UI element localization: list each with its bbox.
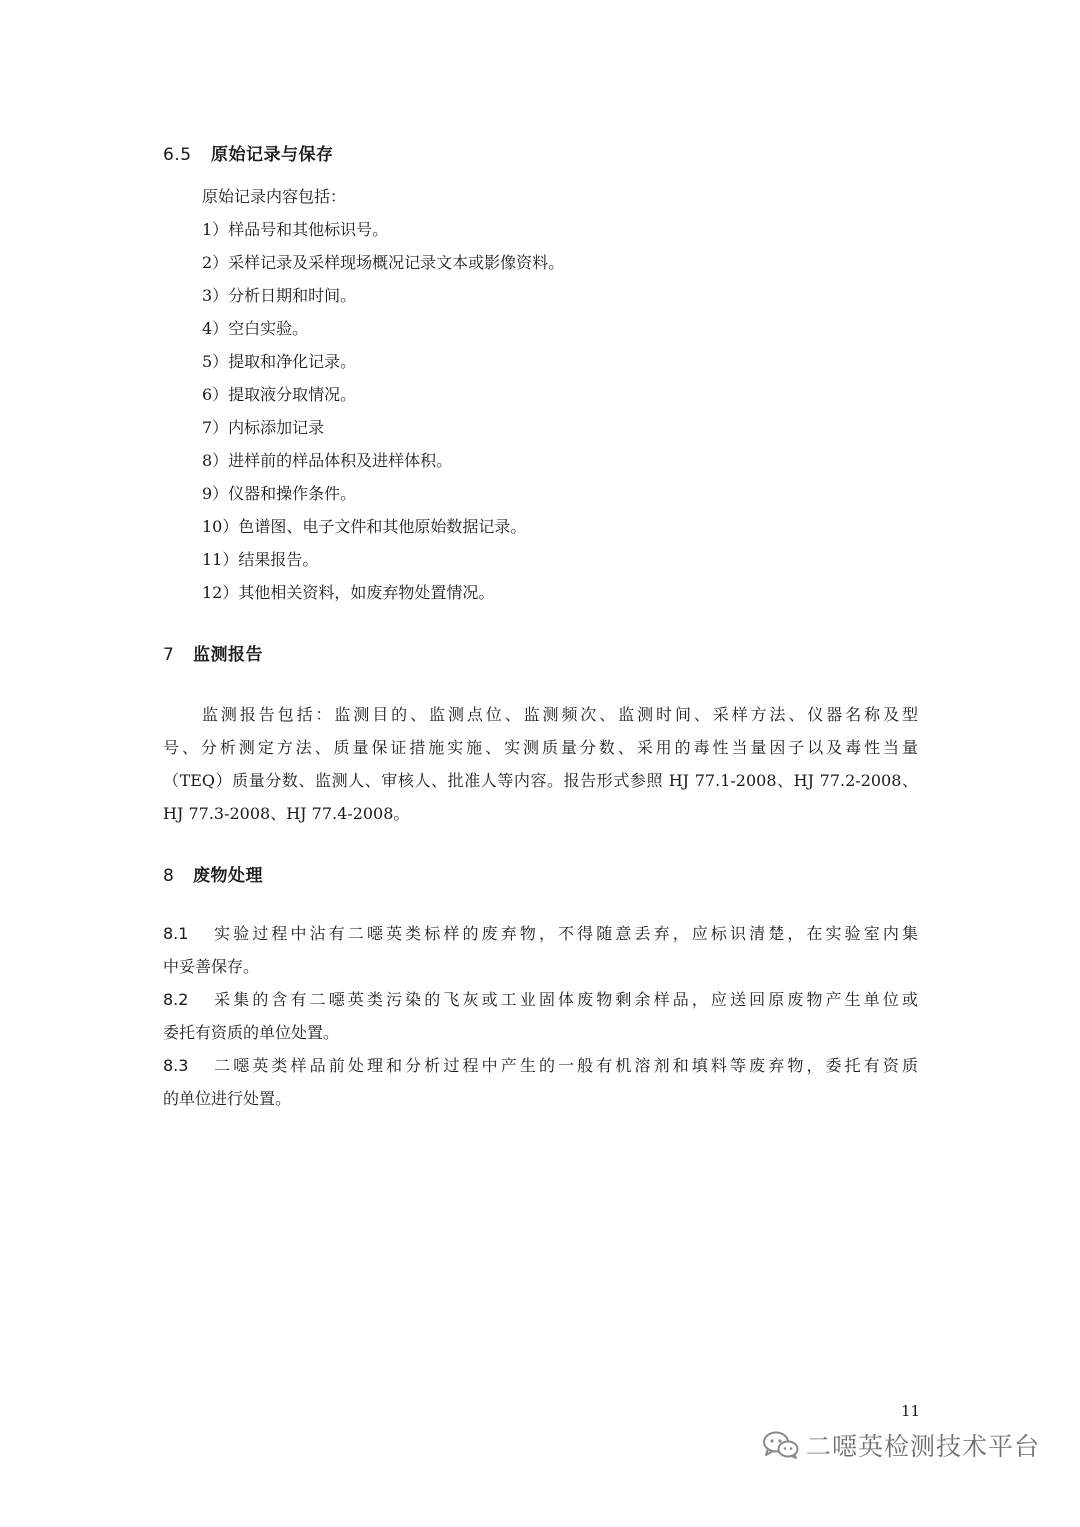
subsection-text: 二噁英类样品前处理和分析过程中产生的一般有机溶剂和填料等废弃物，委托有资质 — [211, 1056, 918, 1075]
list-item: 8）进样前的样品体积及进样体积。 — [202, 451, 453, 470]
subsection-number: 8.3 — [163, 1056, 189, 1075]
paragraph-line: 号、分析测定方法、质量保证措施实施、实测质量分数、采用的毒性当量因子以及毒性当量 — [163, 738, 918, 757]
section-title: 监测报告 — [193, 645, 263, 665]
section-title: 原始记录与保存 — [211, 145, 334, 165]
list-item: 12）其他相关资料，如废弃物处置情况。 — [202, 583, 495, 602]
subsection-number: 8.2 — [163, 990, 189, 1009]
list-item: 3）分析日期和时间。 — [202, 286, 357, 305]
list-item: 10）色谱图、电子文件和其他原始数据记录。 — [202, 517, 527, 536]
subsection-8-3-line-1 — [163, 1053, 918, 1076]
section-heading-8 — [163, 861, 263, 886]
subsection-number: 8.1 — [163, 924, 189, 943]
section-number: 8 — [163, 866, 175, 886]
watermark — [762, 1425, 1040, 1465]
subsection-8-1-line-1 — [163, 921, 918, 944]
list-item: 2）采样记录及采样现场概况记录文本或影像资料。 — [202, 253, 565, 272]
section-number: 7 — [163, 645, 175, 665]
list-item: 5）提取和净化记录。 — [202, 352, 357, 371]
paragraph-line: （TEQ）质量分数、监测人、审核人、批准人等内容。报告形式参照 HJ 77.1-2008、HJ 77.2-2008、 — [163, 771, 918, 790]
section-heading-7 — [163, 640, 263, 665]
section-heading-6-5 — [163, 140, 334, 165]
subsection-8-2-line-2: 委托有资质的单位处置。 — [163, 1023, 340, 1042]
list-item: 4）空白实验。 — [202, 319, 309, 338]
list-item: 1）样品号和其他标识号。 — [202, 220, 389, 239]
section-number: 6.5 — [163, 145, 192, 165]
paragraph-line: 监测报告包括：监测目的、监测点位、监测频次、监测时间、采样方法、仪器名称及型 — [202, 705, 918, 724]
subsection-8-2-line-1 — [163, 987, 918, 1010]
wechat-icon — [762, 1430, 800, 1460]
subsection-8-1-line-2: 中妥善保存。 — [163, 957, 260, 976]
subsection-8-3-line-2: 的单位进行处置。 — [163, 1089, 292, 1108]
section-title: 废物处理 — [193, 866, 263, 886]
subsection-text: 实验过程中沾有二噁英类标样的废弃物，不得随意丢弃，应标识清楚，在实验室内集 — [211, 924, 918, 943]
list-item: 7）内标添加记录 — [202, 418, 325, 437]
subsection-text: 采集的含有二噁英类污染的飞灰或工业固体废物剩余样品，应送回原废物产生单位或 — [211, 990, 918, 1009]
list-item: 11）结果报告。 — [202, 550, 319, 569]
paragraph-line: HJ 77.3-2008、HJ 77.4-2008。 — [163, 804, 410, 823]
page-number: 11 — [901, 1402, 921, 1420]
watermark-text: 二噁英检测技术平台 — [806, 1432, 1041, 1461]
section-intro: 原始记录内容包括： — [202, 187, 347, 206]
list-item: 9）仪器和操作条件。 — [202, 484, 357, 503]
list-item: 6）提取液分取情况。 — [202, 385, 357, 404]
